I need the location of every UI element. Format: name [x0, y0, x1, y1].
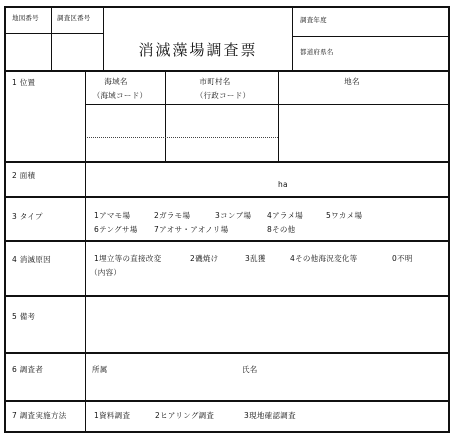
location-divider-2: [278, 70, 279, 161]
row-sep-area: [4, 196, 450, 198]
method-option-2: 2ヒアリング調査: [155, 411, 215, 420]
type-option-3: 3コンブ場: [215, 211, 252, 220]
method-option-3: 3現地確認調査: [244, 411, 296, 420]
remarks-label: 5 備考: [12, 312, 36, 321]
row-sep-cause: [4, 295, 450, 297]
name-label: 氏名: [242, 365, 258, 374]
location-divider-1: [165, 70, 166, 161]
cause-detail-label: （内容）: [90, 268, 122, 277]
method-option-1: 1資料調査: [94, 411, 131, 420]
type-label: 3 タイプ: [12, 212, 43, 221]
page-title: 消滅藻場調査票: [138, 41, 258, 59]
survey-year-label: 調査年度: [300, 16, 327, 24]
method-label: 7 調査実施方法: [12, 411, 67, 420]
location-subheader-line: [85, 104, 450, 105]
cause-option-5: 0不明: [392, 254, 413, 263]
header-divider-3: [292, 6, 293, 70]
type-option-4: 4アラメ場: [267, 211, 304, 220]
area-label: 2 面積: [12, 171, 36, 180]
cause-option-3: 3乱獲: [245, 254, 266, 263]
row-sep-remarks: [4, 352, 450, 354]
cause-option-4: 4その他海況変化等: [290, 254, 358, 263]
frame-top: [4, 6, 450, 8]
place-name-label: 地名: [344, 77, 360, 86]
type-option-7: 7アオサ・アオノリ場: [154, 225, 229, 234]
header-divider-1: [51, 6, 52, 70]
cause-label: 4 消滅原因: [12, 255, 51, 264]
type-option-2: 2ガラモ場: [154, 211, 191, 220]
row-sep-location: [4, 161, 450, 163]
row-sep-type: [4, 240, 450, 242]
cause-option-2: 2磯焼け: [190, 254, 219, 263]
location-label: 1 位置: [12, 78, 36, 87]
header-right-divider: [292, 36, 450, 37]
header-code-divider: [4, 33, 103, 34]
location-dotted-line: [87, 137, 278, 138]
type-option-6: 6テングサ場: [94, 225, 138, 234]
type-option-8: 8その他: [267, 225, 296, 234]
admin-code-label: （行政コード）: [195, 91, 251, 100]
row-sep-surveyor: [4, 400, 450, 402]
type-option-1: 1アマモ場: [94, 211, 131, 220]
map-number-label: 地図番号: [12, 14, 39, 22]
municipality-label: 市町村名: [199, 77, 231, 86]
prefecture-label: 都道府県名: [300, 48, 334, 56]
area-unit: ha: [278, 180, 288, 189]
label-column-divider: [85, 70, 86, 432]
sea-area-code-label: （海域コード）: [92, 91, 148, 100]
type-option-5: 5ワカメ場: [326, 211, 363, 220]
header-bottom-line: [4, 70, 450, 72]
sea-area-label: 海域名: [104, 77, 128, 86]
cause-option-1: 1埋立等の直接改変: [94, 254, 162, 263]
header-divider-2: [103, 6, 104, 70]
frame-bottom: [4, 431, 450, 433]
affiliation-label: 所属: [92, 365, 108, 374]
surveyor-label: 6 調査者: [12, 365, 44, 374]
survey-area-number-label: 調査区番号: [57, 14, 91, 22]
